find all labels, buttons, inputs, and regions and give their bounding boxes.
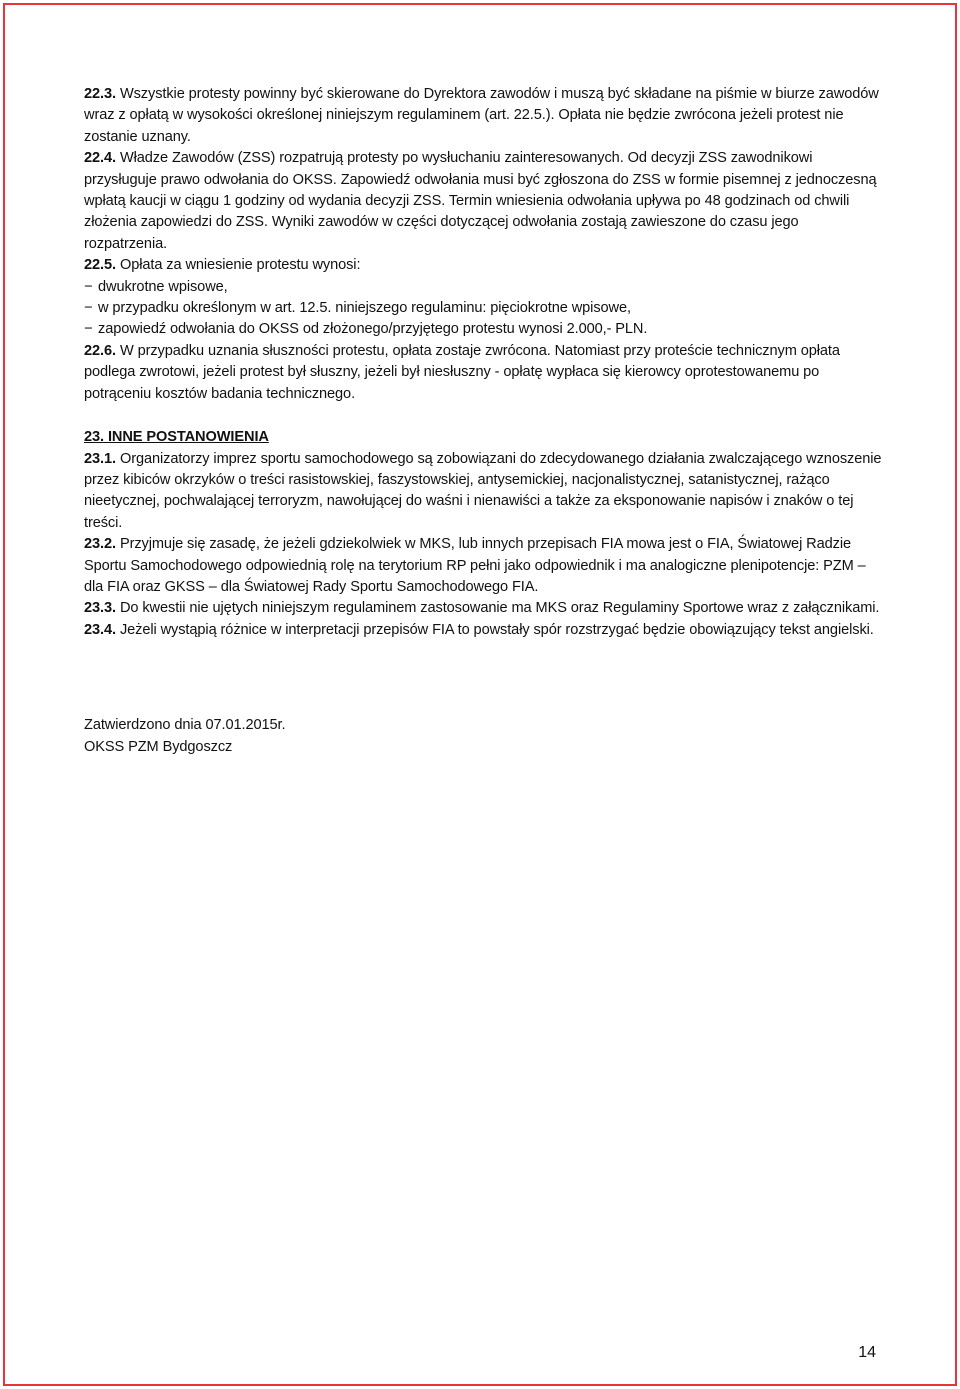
section-23-3 <box>84 598 884 619</box>
bullet-dash: − <box>84 300 93 317</box>
bullet-dash: − <box>84 321 93 338</box>
section-text: Jeżeli wystąpią różnice w interpretacji przepisów FIA to powstały spór rozstrzygać będzie obowiązujący tekst angielski. <box>119 621 874 638</box>
approval-authority: OKSS PZM Bydgoszcz <box>84 738 233 755</box>
heading-23: 23. INNE POSTANOWIENIA <box>84 429 269 446</box>
section-text: Do kwestii nie ujętych niniejszym regulaminem zastosowanie ma MKS oraz Regulaminy Sportowe wraz z załącznikami. <box>119 600 880 617</box>
fee-text: w przypadku określonym w art. 12.5. niniejszego regulaminu: pięciokrotne wpisowe, <box>98 300 631 317</box>
section-22-5 <box>84 255 884 276</box>
section-23-4 <box>84 620 884 641</box>
section-text: Opłata za wniesienie protestu wynosi: <box>119 257 361 274</box>
section-number: 22.6. <box>84 342 116 359</box>
section-text: Przyjmuje się zasadę, że jeżeli gdziekolwiek w MKS, lub innych przepisach FIA mowa jest o FIA, Światowej Radzie Sportu Samochodowego odpowiednią rolę na terytorium RP pełni jako odpowiednik i ma analogiczne plenipotencje: PZM – dla FIA oraz GKSS – dla Światowej Rady Sportu Samochodowego FIA. <box>84 536 866 595</box>
bullet-dash: − <box>84 278 93 295</box>
section-number: 23.4. <box>84 621 116 638</box>
section-number: 23.3. <box>84 600 116 617</box>
section-number: 22.3. <box>84 86 116 102</box>
approval-date: Zatwierdzono dnia 07.01.2015r. <box>84 717 286 734</box>
fee-text: dwukrotne wpisowe, <box>98 278 228 295</box>
fee-list-item <box>84 319 884 340</box>
section-22-6 <box>84 341 884 405</box>
section-22-3 <box>84 84 884 148</box>
document-body <box>84 84 884 758</box>
section-23-2 <box>84 534 884 598</box>
section-text: Władze Zawodów (ZSS) rozpatrują protesty po wysłuchaniu zainteresowanych. Od decyzji ZSS zawodnikowi przysługuje prawo odwołania do OKSS. Zapowiedź odwołania musi być zgłoszona do ZSS w formie pisemnej z jednoczesną wpłatą kaucji w ciągu 1 godziny od wydania decyzji ZSS. Termin wniesienia odwołania upływa po 48 godzinach od chwili złożenia zapowiedzi do ZSS. Wyniki zawodów w części dotyczącej odwołania zostają zawieszone do czasu jego rozpatrzenia. <box>84 150 877 252</box>
section-number: 23.2. <box>84 536 116 553</box>
section-23-1 <box>84 449 884 535</box>
section-text: Wszystkie protesty powinny być skierowane do Dyrektora zawodów i muszą być składane na piśmie w biurze zawodów wraz z opłatą w wysokości określonej niniejszym regulaminem (art. 22.5.). Opłata nie będzie zwrócona jeżeli protest nie zostanie uznany. <box>84 86 879 145</box>
section-text: Organizatorzy imprez sportu samochodowego są zobowiązani do zdecydowanego działania zwalczającego wznoszenie przez kibiców okrzyków o treści rasistowskiej, faszystowskiej, antysemickiej, nacjonalistycznej, satanistycznej, rażąco nieetycznej, pochwalającej terroryzm, nawołującej do waśni i nienawiści a także za eksponowanie napisów i znaków o tej treści. <box>84 450 882 531</box>
fee-text: zapowiedź odwołania do OKSS od złożonego/przyjętego protestu wynosi 2.000,- PLN. <box>98 321 648 338</box>
section-number: 22.4. <box>84 150 116 167</box>
section-number: 22.5. <box>84 257 116 274</box>
section-text: W przypadku uznania słuszności protestu, opłata zostaje zwrócona. Natomiast przy proteście technicznym opłata podlega zwrotowi, jeżeli protest był słuszny, jeżeli był niesłuszny - opłatę wypłaca się kierowcy oprotestowanemu po potrąceniu kosztów badania technicznego. <box>84 342 840 402</box>
page-number: 14 <box>858 1344 876 1361</box>
section-22-4 <box>84 148 884 255</box>
section-number: 23.1. <box>84 450 116 467</box>
fee-list-item <box>84 298 884 319</box>
fee-list-item <box>84 277 884 298</box>
